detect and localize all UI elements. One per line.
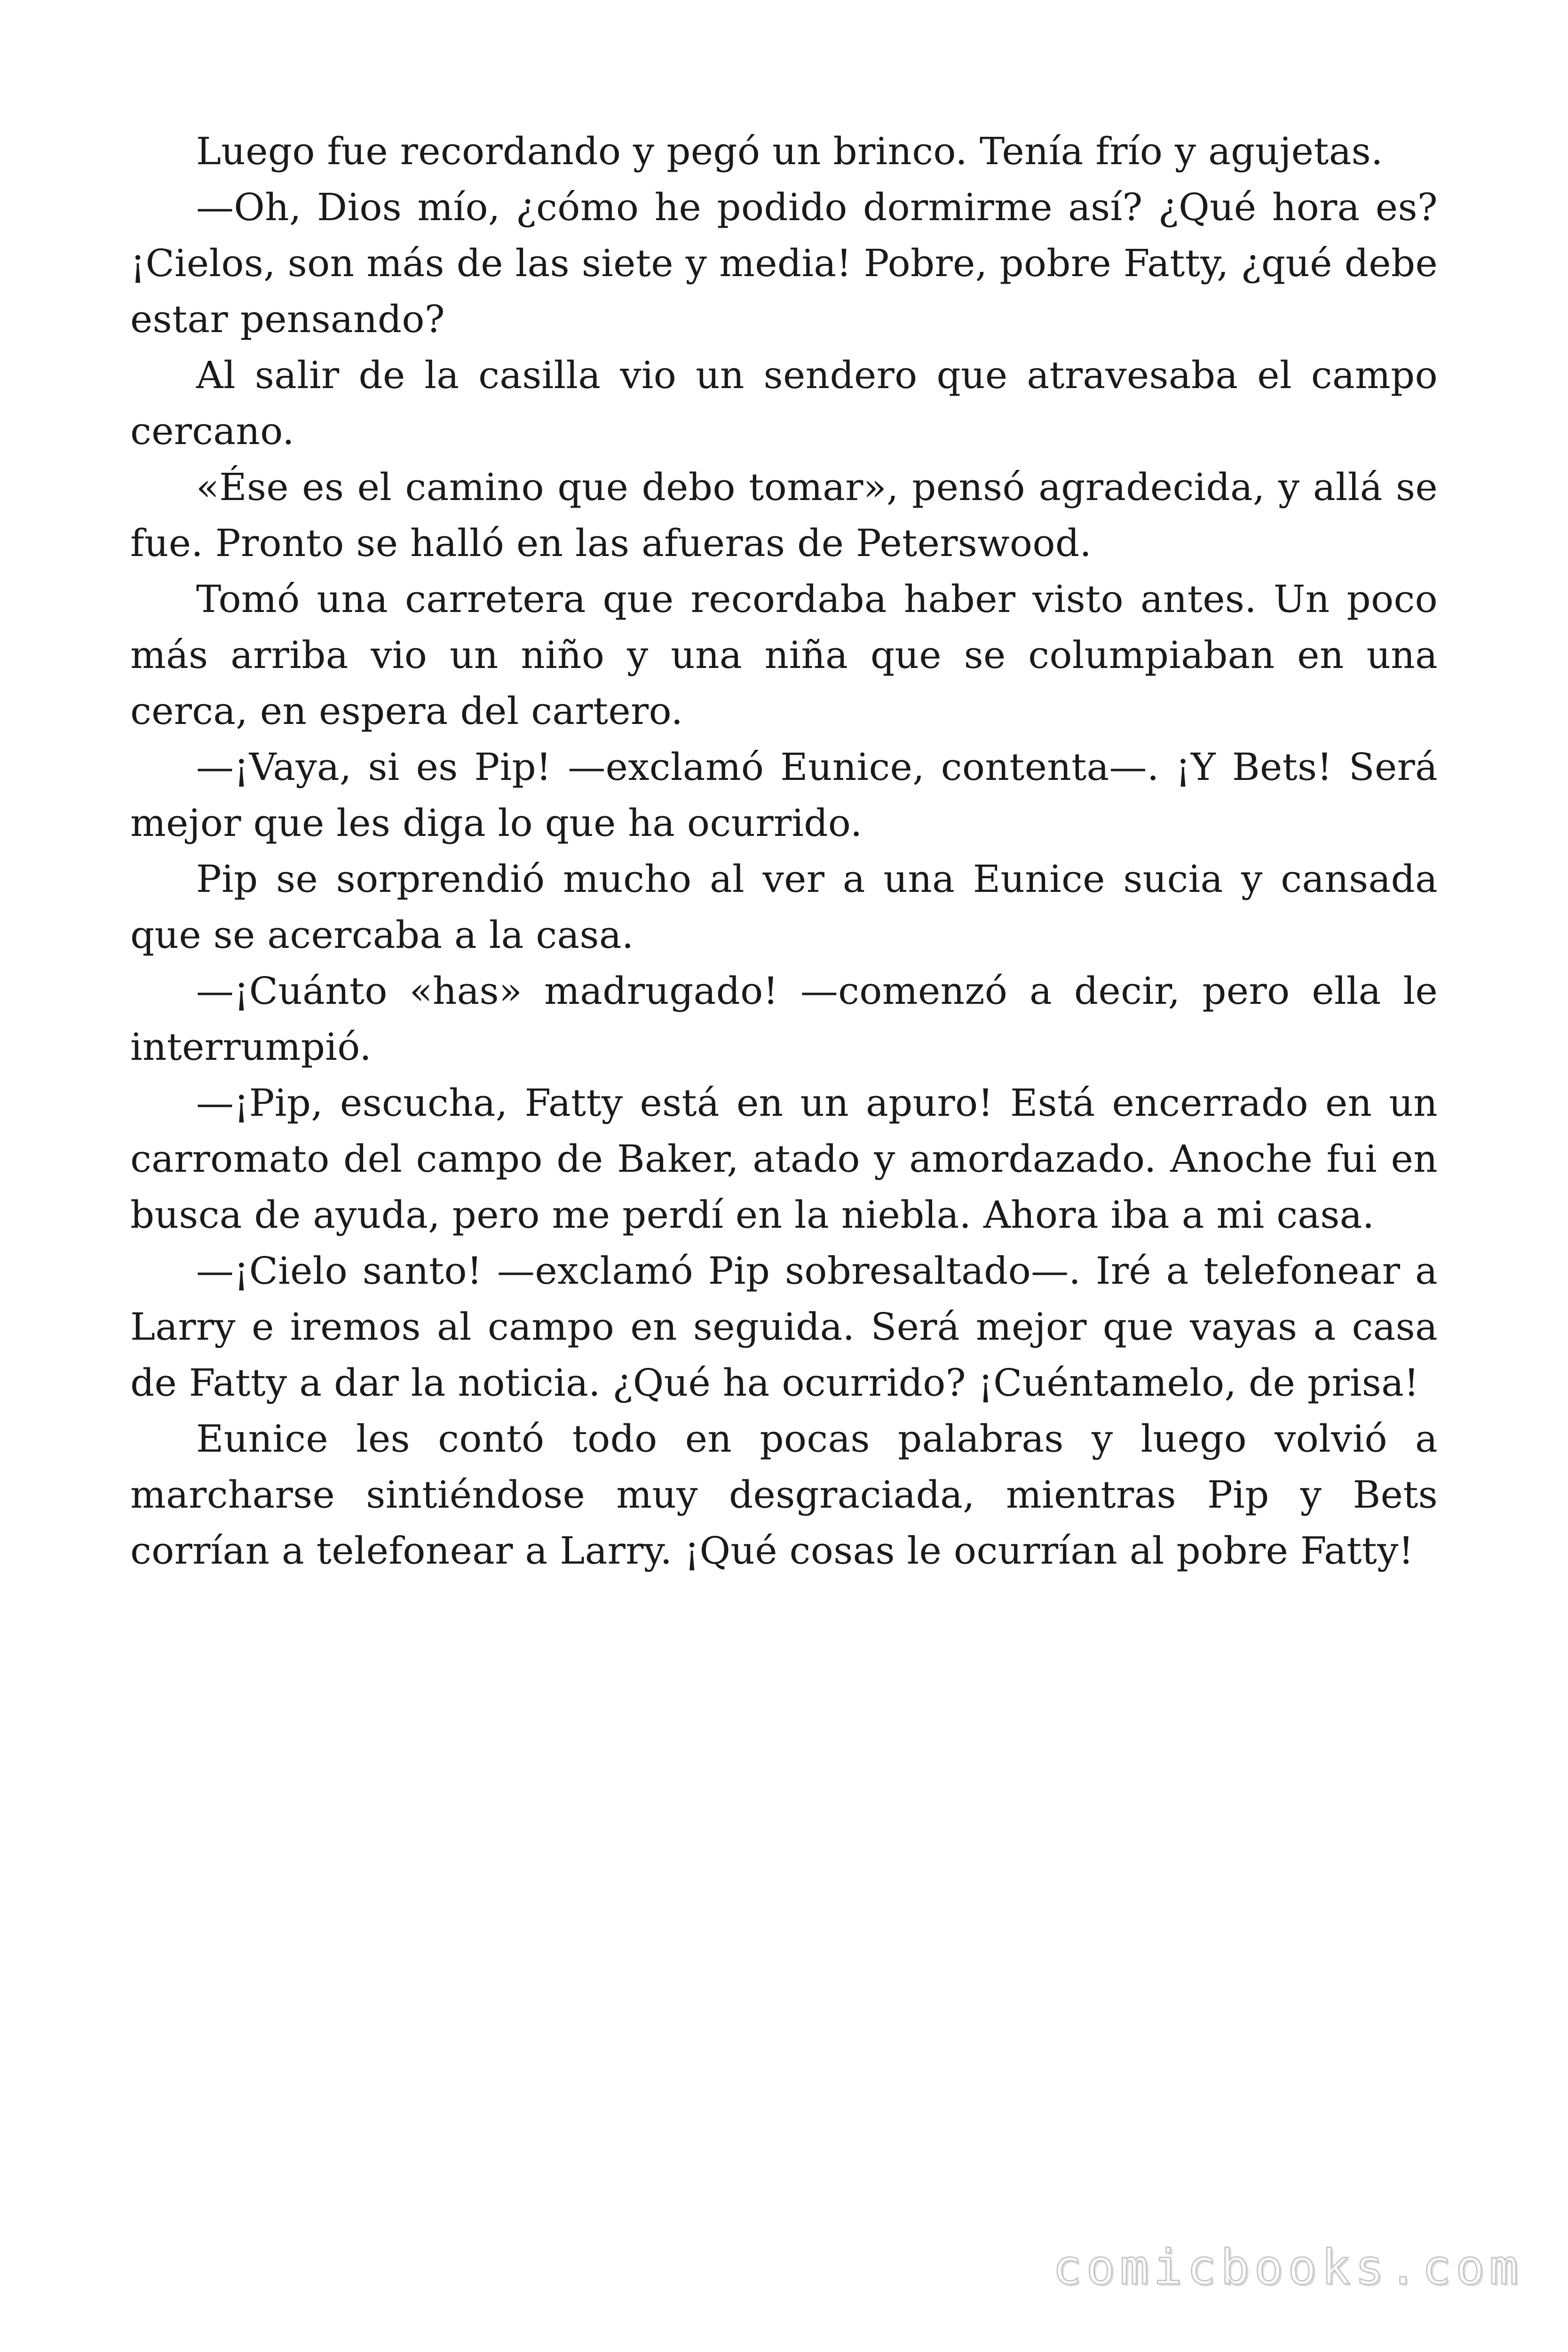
paragraph-9: —¡Pip, escucha, Fatty está en un apuro! Está encerrado en un carromato del campo de Baker, atado y amordazado. Anoche fui en busca de ayuda, pero me perdí en la niebla. Ahora iba a mi casa. — [130, 1081, 1438, 1237]
paragraph-6: —¡Vaya, si es Pip! —exclamó Eunice, contenta—. ¡Y Bets! Será mejor que les diga lo que ha ocurrido. — [130, 745, 1438, 845]
paragraph-7: Pip se sorprendió mucho al ver a una Eunice sucia y cansada que se acercaba a la casa. — [130, 857, 1438, 957]
paragraph-4: «Ése es el camino que debo tomar», pensó agradecida, y allá se fue. Pronto se halló en las afueras de Peterswood. — [130, 465, 1438, 565]
paragraph-1: Luego fue recordando y pegó un brinco. Tenía frío y agujetas. — [196, 129, 1383, 173]
paragraph-3: Al salir de la casilla vio un sendero que atravesaba el campo cercano. — [130, 353, 1438, 453]
body-text — [130, 123, 1438, 1579]
paragraph-5: Tomó una carretera que recordaba haber visto antes. Un poco más arriba vio un niño y una niña que se columpiaban en una cerca, en espera del cartero. — [130, 577, 1438, 733]
paragraph-8: —¡Cuánto «has» madrugado! —comenzó a decir, pero ella le interrumpió. — [130, 969, 1438, 1069]
paragraph-11: Eunice les contó todo en pocas palabras y luego volvió a marcharse sintiéndose muy desgraciada, mientras Pip y Bets corrían a telefonear a Larry. ¡Qué cosas le ocurrían al pobre Fatty! — [130, 1417, 1438, 1573]
watermark-logo: comicbooks.com — [1053, 2240, 1523, 2296]
paragraph-2: —Oh, Dios mío, ¿cómo he podido dormirme así? ¿Qué hora es? ¡Cielos, son más de las siete y media! Pobre, pobre Fatty, ¿qué debe estar pensando? — [130, 185, 1438, 341]
paragraph-10: —¡Cielo santo! —exclamó Pip sobresaltado—. Iré a telefonear a Larry e iremos al campo en seguida. Será mejor que vayas a casa de Fatty a dar la noticia. ¿Qué ha ocurrido? ¡Cuéntamelo, de prisa! — [130, 1249, 1438, 1405]
